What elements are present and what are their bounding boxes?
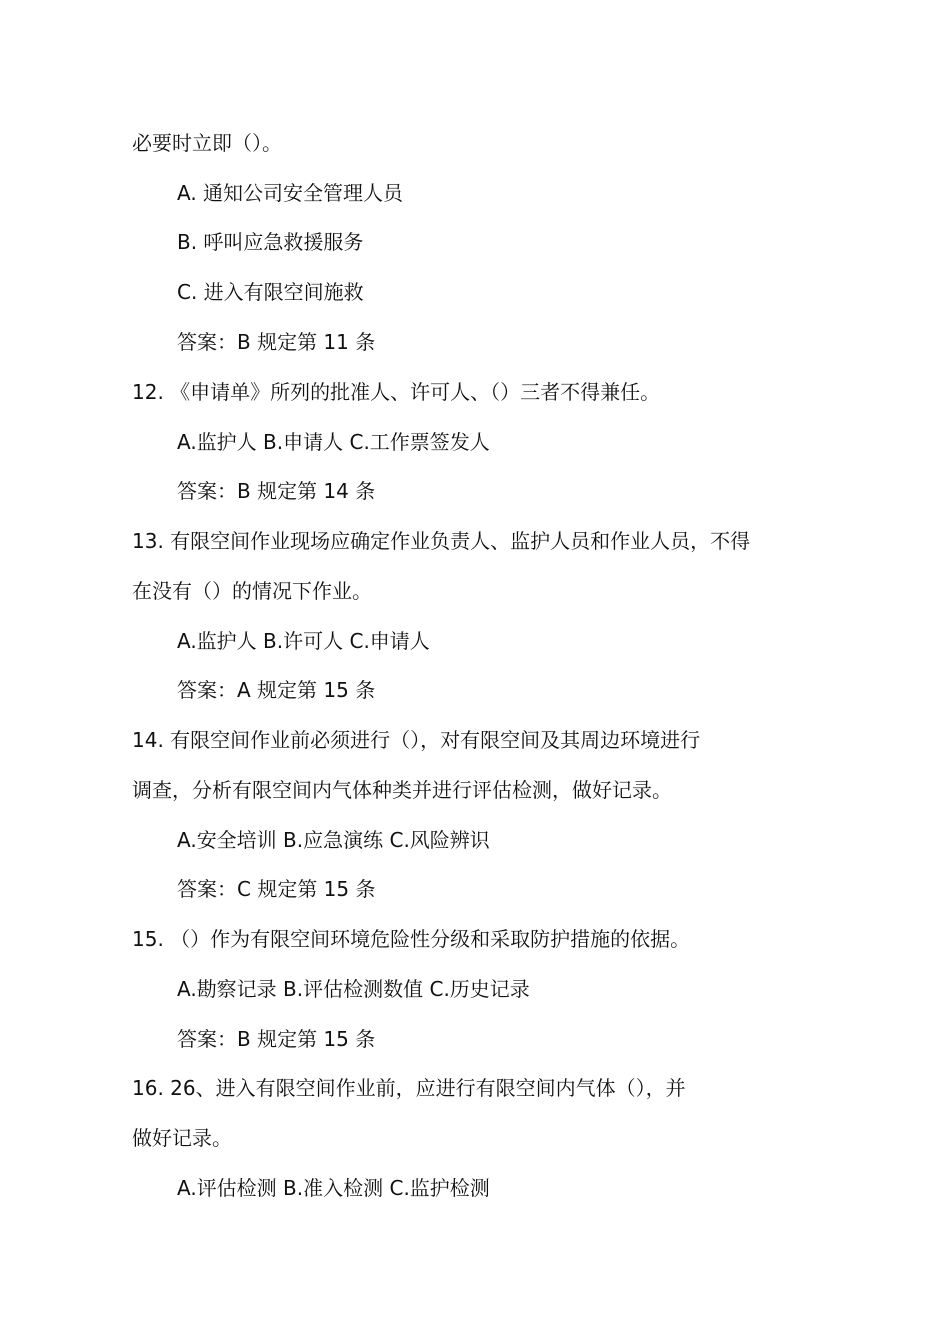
option-line: A.勘察记录 B.评估检测数值 C.历史记录	[177, 977, 530, 1001]
question-line: 15. （）作为有限空间环境危险性分级和采取防护措施的依据。	[132, 927, 691, 951]
text-line: 调查，分析有限空间内气体种类并进行评估检测，做好记录。	[132, 778, 672, 802]
text-line: 在没有（）的情况下作业。	[132, 579, 372, 603]
option-line: C. 进入有限空间施救	[177, 280, 364, 304]
text-line: 必要时立即（）。	[132, 131, 282, 155]
answer-line: 答案：B 规定第 15 条	[177, 1027, 376, 1051]
answer-line: 答案：B 规定第 11 条	[177, 330, 376, 354]
option-line: A.监护人 B.申请人 C.工作票签发人	[177, 430, 490, 454]
answer-line: 答案：C 规定第 15 条	[177, 877, 376, 901]
text-line: 做好记录。	[132, 1126, 232, 1150]
answer-line: 答案：B 规定第 14 条	[177, 479, 376, 503]
question-line: 14. 有限空间作业前必须进行（），对有限空间及其周边环境进行	[132, 728, 701, 752]
option-line: A.评估检测 B.准入检测 C.监护检测	[177, 1176, 490, 1200]
answer-line: 答案：A 规定第 15 条	[177, 678, 376, 702]
question-line: 12. 《申请单》所列的批准人、许可人、（）三者不得兼任。	[132, 380, 661, 404]
option-line: A.安全培训 B.应急演练 C.风险辨识	[177, 828, 490, 852]
question-line: 13. 有限空间作业现场应确定作业负责人、监护人员和作业人员，不得	[132, 529, 751, 553]
option-line: A. 通知公司安全管理人员	[177, 181, 404, 205]
question-line: 16. 26、进入有限空间作业前，应进行有限空间内气体（），并	[132, 1076, 686, 1100]
option-line: A.监护人 B.许可人 C.申请人	[177, 629, 430, 653]
option-line: B. 呼叫应急救援服务	[177, 230, 364, 254]
